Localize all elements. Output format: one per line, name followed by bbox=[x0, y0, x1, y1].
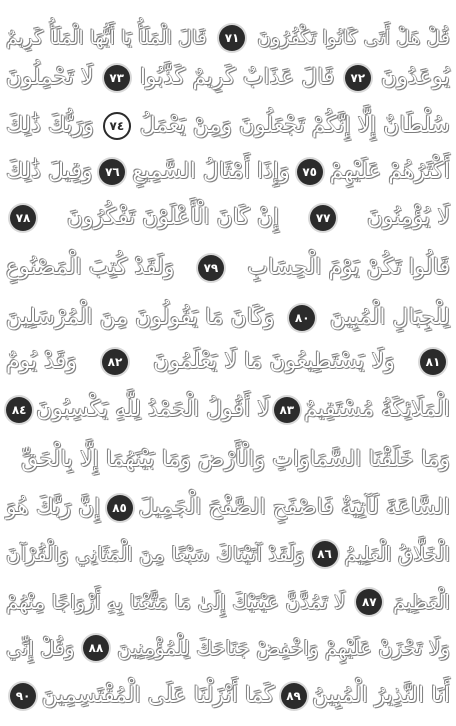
text-line bbox=[6, 580, 450, 624]
line-text-right: سُلْطَانٌ إِلَّا إِنَّكُمْ تَجْعَلُونَ وَمِنْ يَعْمَلُ bbox=[139, 113, 450, 138]
line-text-right: الْعَظِيمَ bbox=[392, 590, 450, 614]
line-text-left: وَقُلْ إِنِّي bbox=[6, 636, 75, 660]
line-text-left: إِنَّ رَبَّكَ هُوَ bbox=[6, 495, 101, 520]
text-line bbox=[6, 56, 450, 100]
line-text-left: وَكَانَ مَا يَقُولُونَ مِنَ الْمُرْسَلِينَ bbox=[6, 305, 275, 330]
line-text-left: لَا تَمُدَّنَّ عَيْنَيْكَ إِلَىٰ مَا مَتَّعْنَا بِهِ أَزْوَاجًا مِنْهُمْ bbox=[6, 590, 346, 614]
line-text-right: السَّاعَةَ لَآتِيَةٌ فَاصْفَحِ الصَّفْحَ الْجَمِيلَ bbox=[138, 495, 450, 520]
line-text-right: أَنَا النَّذِيرُ الْمُبِينُ bbox=[312, 683, 450, 708]
text-line bbox=[6, 486, 450, 530]
line-text-right: لَا يُؤْمِنُونَ bbox=[367, 205, 450, 230]
line-text-left: وَقَدْ يُومٌ bbox=[6, 349, 77, 374]
ayah-number-marker: ٨٦ bbox=[312, 541, 338, 567]
line-text-left: وَلَقَدْ آتَيْنَاكَ سَبْعًا مِنَ الْمَثَانِي وَالْقُرْآنَ bbox=[6, 542, 305, 566]
ayah-number-marker: ٩٠ bbox=[10, 683, 36, 709]
ayah-number-marker: ٧٧ bbox=[310, 205, 336, 231]
text-line bbox=[6, 150, 450, 194]
line-text-right: وَلَا يَسْتَطِيعُونَ مَا لَا يَعْلَمُونَ bbox=[153, 349, 395, 374]
ayah-number-marker: ٧٨ bbox=[10, 205, 36, 231]
ayah-number-marker: ٨٩ bbox=[281, 683, 307, 709]
text-line bbox=[6, 296, 450, 340]
text-line bbox=[6, 196, 450, 240]
ayah-number-marker: ٧٦ bbox=[99, 159, 125, 185]
line-text-left: وَقِيلَ ذَٰلِكَ bbox=[6, 159, 93, 184]
ayah-number-marker: ٧٣ bbox=[104, 65, 130, 91]
text-line bbox=[6, 104, 450, 148]
text-line bbox=[6, 16, 450, 60]
ayah-number-marker: ٨٢ bbox=[102, 349, 128, 375]
ayah-number-marker: ٨٤ bbox=[6, 397, 32, 423]
line-text-right: أَكْثَرُهُمْ عَلَيْهِمْ bbox=[329, 159, 450, 184]
ayah-number-marker: ٨١ bbox=[420, 349, 446, 375]
ayah-number-marker: ٨٥ bbox=[107, 495, 133, 521]
text-line bbox=[6, 532, 450, 576]
ayah-number-marker: ٨٣ bbox=[274, 397, 300, 423]
line-text-left: وَرَبُّكَ ذَٰلِكَ bbox=[6, 113, 94, 138]
line-text-full: وَمَا خَلَقْنَا السَّمَاوَاتِ وَالْأَرْضَ وَمَا بَيْنَهُمَا إِلَّا بِالْحَقِّ bbox=[21, 447, 450, 472]
line-text-middle: وَإِذَا أَمْثَالُ السَّمِيعِ bbox=[132, 159, 290, 184]
text-line bbox=[6, 438, 450, 482]
line-text-middle: قَالَ عَذَابٌ كَرِيمٌ كَذَّبُوا bbox=[139, 65, 335, 90]
line-text-right: قُلْ هَلْ أَتَى كَانُوا تَكْفُرُونَ bbox=[257, 27, 450, 49]
ayah-number-marker: ٨٨ bbox=[83, 635, 109, 661]
line-text-right: الْخَلَّاقُ الْعَلِيمُ bbox=[344, 542, 450, 566]
text-line bbox=[6, 340, 450, 384]
line-text-right: الْمَلَائِكَةُ مُسْتَقِيمٌ bbox=[303, 397, 450, 422]
ayah-number-marker: ٧٩ bbox=[198, 255, 224, 281]
text-line bbox=[6, 674, 450, 718]
ayah-number-marker: ٧٢ bbox=[345, 65, 371, 91]
line-text-left: وَلَقَدْ كُتِبَ الْمَصْنُوعِ bbox=[6, 255, 175, 280]
line-text-right: يُوعَدُونَ bbox=[381, 65, 450, 90]
ayah-number-marker: ٨٠ bbox=[289, 305, 315, 331]
line-text-middle: إِنْ كَانَ الْأَعْلَوْنَ تَفْكُرُونَ bbox=[66, 205, 280, 230]
text-line bbox=[6, 246, 450, 290]
ayah-number-marker: ٧١ bbox=[219, 25, 245, 51]
line-text-middle: كَمَا أَنْزَلْنَا عَلَى الْمُقْتَسِمِينَ bbox=[41, 683, 275, 708]
text-line bbox=[6, 388, 450, 432]
line-text-middle: لَا أَقُولُ الْحَمْدُ لِلَّهِ يَكْسِبُونَ bbox=[36, 397, 270, 422]
line-text-right: وَلَا تَحْزَنْ عَلَيْهِمْ وَاخْفِضْ جَنَاحَكَ لِلْمُؤْمِنِينَ bbox=[117, 636, 450, 660]
ayah-number-marker: ٨٧ bbox=[356, 589, 382, 615]
text-line bbox=[6, 626, 450, 670]
line-text-left: لَا تَحْمِلُونَ bbox=[6, 65, 94, 90]
ayah-number-marker: ٧٥ bbox=[297, 159, 323, 185]
line-text-right: لِلْجِبَالِ الْمُبِينَ bbox=[329, 305, 450, 330]
line-text-right: قَالُوا تَكُنْ يَوْمَ الْحِسَابِ bbox=[247, 255, 450, 280]
ayah-number-marker: ٧٤ bbox=[103, 112, 131, 140]
line-text-left: قَالَ الْمَلَأُ يَا أَيُّهَا الْمَلَأُ كَرِيمٌ bbox=[6, 27, 207, 49]
